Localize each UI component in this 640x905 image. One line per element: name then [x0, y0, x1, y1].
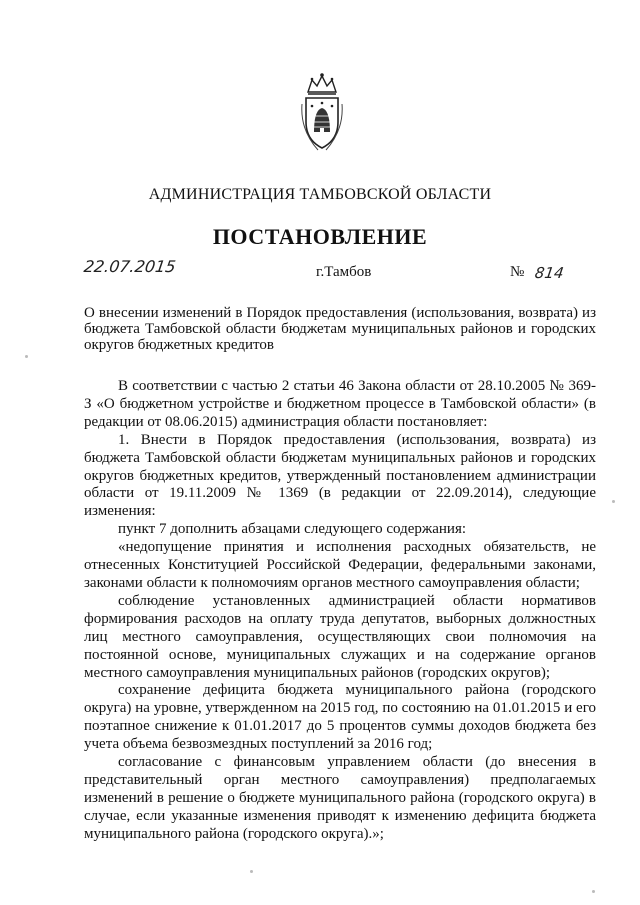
document-type-title: ПОСТАНОВЛЕНИЕ [212, 224, 428, 249]
paragraph: В соответствии с частью 2 статьи 46 Закона области от 28.10.2005 № 369-З «О бюджетном устройстве и бюджетном процессе в Тамбовской области» (в редакции от 08.06.2015) администрация области постановляет: [84, 378, 596, 430]
scan-speck [612, 500, 615, 503]
paragraph: «недопущение принятия и исполнения расходных обязательств, не отнесенных Конституцией Российской Федерации, федеральными законами, законами области к полномочиям органов местного самоуправления области; [84, 539, 596, 591]
number-label: № [510, 264, 525, 280]
handwritten-number: 814 [533, 264, 565, 282]
city-name: г.Тамбов [316, 264, 372, 280]
scan-speck [250, 870, 253, 873]
body-text [84, 378, 596, 844]
scan-speck [25, 355, 28, 358]
handwritten-date: 22.07.2015 [82, 257, 177, 276]
coat-of-arms-icon [298, 70, 346, 154]
paragraph: соблюдение установленных администрацией области нормативов формирования расходов на оплату труда депутатов, выборных должностных лиц местного самоуправления, осуществляющих свои полномочия на постоянной основе, муниципальных служащих и на содержание органов местного самоуправления муниципальных районов (городских округов); [84, 592, 596, 681]
subject-heading: О внесении изменений в Порядок предоставления (использования, возврата) из бюджета Тамбовской области бюджетам муниципальных районов и городских округов бюджетных кредитов [84, 305, 596, 353]
scan-speck [592, 890, 595, 893]
paragraph: 1. Внести в Порядок предоставления (использования, возврата) из бюджета Тамбовской области бюджетам муниципальных районов и городских округов бюджетных кредитов, утвержденный постановлением администрации области от 19.11.2009 № 1369 (в редакции от 22.09.2014), следующие изменения: [84, 431, 596, 520]
paragraph: сохранение дефицита бюджета муниципального района (городского округа) на уровне, утвержденном на 2015 год, по состоянию на 01.01.2015 и его поэтапное снижение к 01.01.2017 до 5 процентов суммы доходов бюджета без учета объема безвозмездных поступлений за 2016 год; [84, 682, 596, 753]
paragraph: согласование с финансовым управлением области (до внесения в представительный орган местного самоуправления) предполагаемых изменений в решение о бюджете муниципального района (городского округа) в случае, если указанные изменения приводят к изменению дефицита бюджета муниципального района (городского округа).»; [84, 754, 596, 842]
paragraph: пункт 7 дополнить абзацами следующего содержания: [118, 521, 467, 538]
issuing-authority: АДМИНИСТРАЦИЯ ТАМБОВСКОЙ ОБЛАСТИ [148, 186, 492, 203]
